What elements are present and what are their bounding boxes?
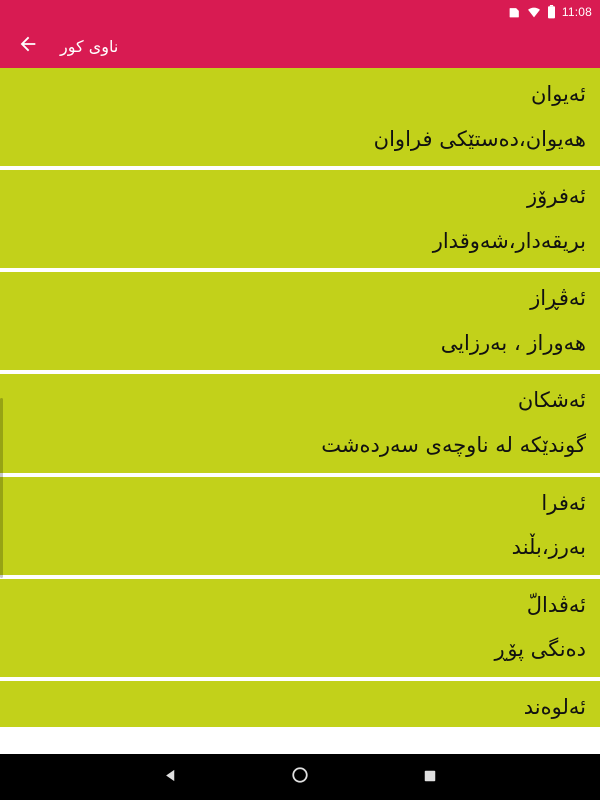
page-title: ناوی کور [60,36,119,56]
list-item[interactable] [0,579,600,677]
meaning-text: هەوراز ، بەرزایی [440,330,586,355]
meaning-text: دەنگی پۆڕ [494,637,586,662]
word-text: ئەلوەند [523,694,586,719]
home-nav-button[interactable] [283,760,317,794]
status-bar [0,0,600,24]
status-bar-clock: 11:08 [561,5,592,19]
sim-card-icon [508,6,521,19]
word-text: ئەفرۆز [526,184,586,209]
meaning-text: بەرز،بڵند [511,535,586,560]
battery-icon [547,5,556,19]
meaning-text: بریقەدار،شەوقدار [432,228,586,253]
list-item[interactable] [0,374,600,472]
arrow-back-icon [17,33,39,59]
back-button[interactable] [14,32,42,60]
status-bar-icons [508,5,592,19]
word-text: ئەفرا [541,490,586,515]
square-recents-icon [423,768,437,787]
list-item[interactable] [0,681,600,727]
word-text: ئەیوان [530,82,586,106]
word-text: ئەڤڕاز [530,286,586,311]
meaning-text: هەیوان،دەستێکی فراوان [373,126,586,151]
word-text: ئەشکان [517,388,586,413]
list-item[interactable] [0,477,600,575]
list-item[interactable] [0,170,600,268]
navigation-bar [0,754,600,800]
list-item[interactable] [0,68,600,166]
recents-nav-button[interactable] [413,760,447,794]
triangle-back-icon [163,768,178,787]
wifi-icon [527,6,541,19]
circle-home-icon [291,766,309,788]
scrollbar[interactable] [0,398,3,578]
word-list[interactable] [0,68,600,754]
word-text: ئەڤدالّ [526,592,586,617]
app-bar [0,24,600,68]
back-nav-button[interactable] [153,760,187,794]
list-item[interactable] [0,272,600,370]
meaning-text: گوندێکە لە ناوچەی سەردەشت [321,432,586,457]
